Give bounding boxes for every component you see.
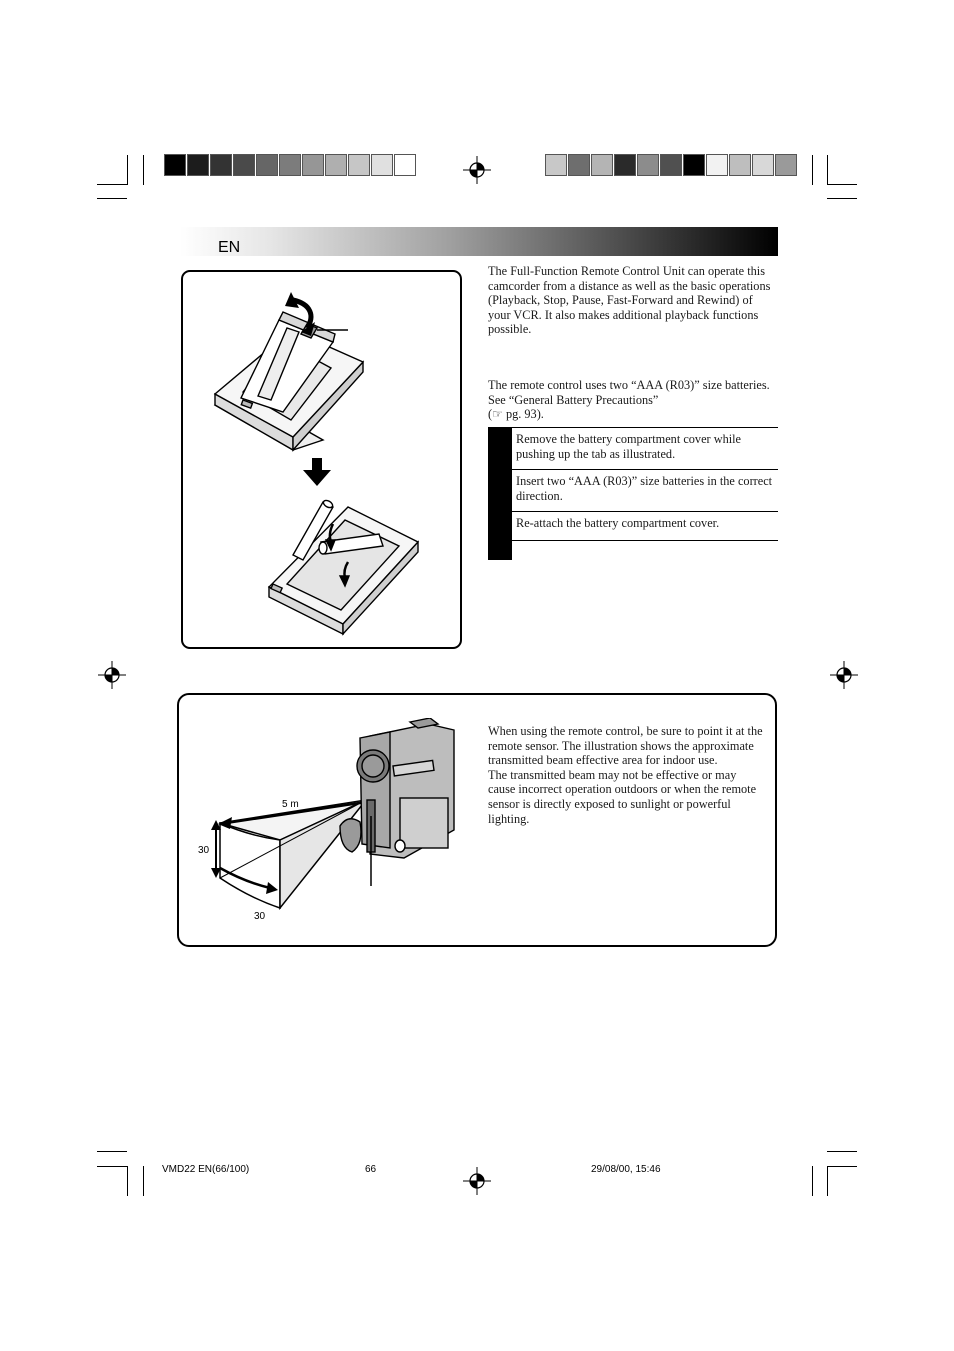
registration-mark-right-icon	[830, 661, 858, 689]
color-swatch	[706, 154, 728, 176]
registration-mark-bottom-icon	[463, 1167, 491, 1195]
color-swatch	[752, 154, 774, 176]
color-swatch	[568, 154, 590, 176]
grayscale-swatches-left	[164, 154, 417, 176]
registration-mark-left-icon	[98, 661, 126, 689]
remote-intro-paragraph: The Full-Function Remote Control Unit can operate this camcorder from a distance as well as the basic operations (Playback, Stop, Pause, Fast-Forward and Rewind) of your VCR. It also makes additional playback functions possible.	[488, 264, 771, 337]
steps-bottom-rule	[512, 540, 778, 541]
registration-mark-top-icon	[463, 156, 491, 184]
color-swatch	[256, 154, 278, 176]
step-1-text: Remove the battery compartment cover while pushing up the tab as illustrated.	[516, 432, 742, 461]
beam-distance-label: 5 m	[282, 799, 299, 810]
language-label: EN	[218, 239, 241, 256]
beam-vertical-angle-label: 30	[198, 845, 210, 856]
beam-area-illustration	[190, 718, 470, 928]
battery-info-paragraph: The remote control uses two “AAA (R03)” size batteries. See “General Battery Precautions” (☞ pg. 93).	[488, 378, 770, 422]
beam-text-paragraph-1: When using the remote control, be sure to point it at the remote sensor. The illustration shows the approximate transmitted beam effective area for indoor use.	[488, 724, 763, 768]
remote-cover-open-drawing	[215, 312, 363, 450]
battery-info-line1: The remote control uses two “AAA (R03)” size batteries. See “General Battery Precautions”	[488, 378, 770, 407]
color-swatch	[210, 154, 232, 176]
step-3-text: Re-attach the battery compartment cover.	[516, 516, 720, 530]
color-swatch	[591, 154, 613, 176]
steps-side-bar	[488, 427, 512, 560]
beam-text-block	[488, 724, 766, 826]
color-swatch	[660, 154, 682, 176]
page-reference-icon: ☞	[492, 407, 503, 422]
step-2-text: Insert two “AAA (R03)” size batteries in the correct direction.	[516, 474, 773, 503]
camcorder-drawing	[340, 718, 454, 858]
battery-illustration-panel	[181, 270, 462, 649]
battery-install-illustration	[183, 272, 460, 647]
color-swatch	[302, 154, 324, 176]
color-swatch	[164, 154, 186, 176]
color-swatch	[775, 154, 797, 176]
color-swatch	[325, 154, 347, 176]
beam-text-paragraph-2: The transmitted beam may not be effective or may cause incorrect operation outdoors or when the remote sensor is directly exposed to sunlight or powerful lighting.	[488, 767, 757, 826]
color-swatch	[348, 154, 370, 176]
beam-cone-drawing	[220, 800, 366, 908]
color-swatch	[637, 154, 659, 176]
step-2	[512, 469, 778, 511]
color-swatch	[394, 154, 416, 176]
grayscale-swatches-right	[545, 154, 798, 176]
color-swatch	[545, 154, 567, 176]
color-swatch	[187, 154, 209, 176]
footer-file-name: VMD22 EN(66/100)	[162, 1164, 250, 1175]
color-swatch	[729, 154, 751, 176]
color-swatch	[683, 154, 705, 176]
step-3	[512, 511, 778, 542]
color-swatch	[279, 154, 301, 176]
page-reference-text: pg. 93).	[505, 407, 544, 422]
down-arrow-icon	[303, 458, 331, 486]
footer-page-number: 66	[365, 1164, 377, 1175]
beam-horizontal-angle-label: 30	[254, 911, 266, 922]
step-1	[512, 427, 778, 469]
remote-batteries-drawing	[269, 499, 418, 634]
color-swatch	[233, 154, 255, 176]
header-gradient-bar	[180, 227, 778, 256]
color-swatch	[371, 154, 393, 176]
color-swatch	[614, 154, 636, 176]
footer-timestamp: 29/08/00, 15:46	[591, 1164, 661, 1175]
